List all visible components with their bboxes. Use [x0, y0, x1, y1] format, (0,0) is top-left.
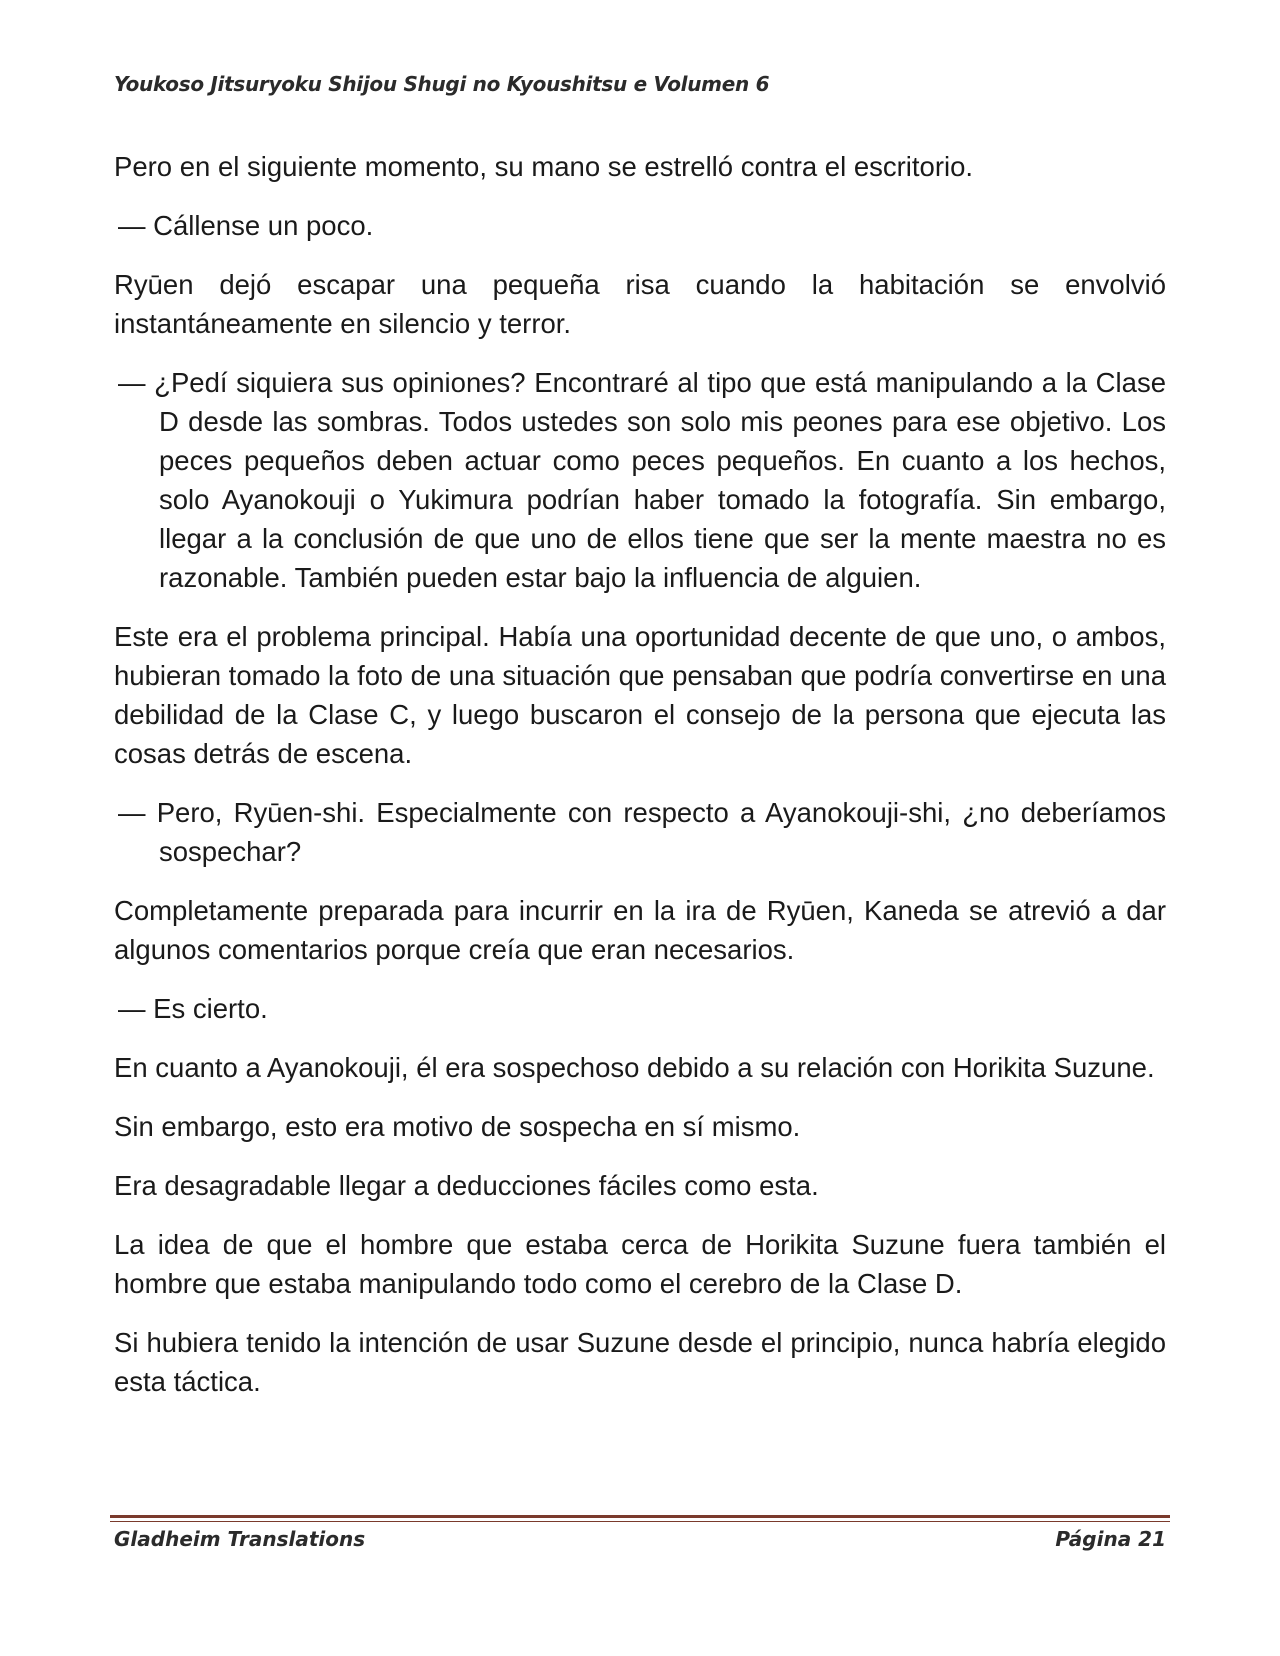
running-header-title: Youkoso Jitsuryoku Shijou Shugi no Kyoushitsu e Volumen 6	[114, 72, 770, 96]
dialogue-line: — Pero, Ryūen-shi. Especialmente con respecto a Ayanokouji-shi, ¿no deberíamos sospechar?	[118, 797, 1166, 867]
body-text	[114, 147, 1166, 1421]
paragraph: La idea de que el hombre que estaba cerca de Horikita Suzune fuera también el hombre que estaba manipulando todo como el cerebro de la Clase D.	[114, 1229, 1166, 1299]
dialogue-line: — ¿Pedí siquiera sus opiniones? Encontraré al tipo que está manipulando a la Clase D desde las sombras. Todos ustedes son solo mis peones para ese objetivo. Los peces pequeños deben actuar como peces pequeños. En cuanto a los hechos, solo Ayanokouji o Yukimura podrían haber tomado la fotografía. Sin embargo, llegar a la conclusión de que uno de ellos tiene que ser la mente maestra no es razonable. También pueden estar bajo la influencia de alguien.	[118, 367, 1166, 593]
paragraph: Completamente preparada para incurrir en la ira de Ryūen, Kaneda se atrevió a dar algunos comentarios porque creía que eran necesarios.	[114, 895, 1166, 965]
paragraph: Sin embargo, esto era motivo de sospecha en sí mismo.	[114, 1111, 801, 1142]
paragraph: Si hubiera tenido la intención de usar Suzune desde el principio, nunca habría elegido esta táctica.	[114, 1327, 1166, 1397]
footer-divider-thin	[110, 1521, 1170, 1522]
paragraph: Este era el problema principal. Había una oportunidad decente de que uno, o ambos, hubieran tomado la foto de una situación que pensaban que podría convertirse en una debilidad de la Clase C, y luego buscaron el consejo de la persona que ejecuta las cosas detrás de escena.	[114, 621, 1166, 769]
paragraph: Era desagradable llegar a deducciones fáciles como esta.	[114, 1170, 819, 1201]
paragraph: Pero en el siguiente momento, su mano se estrelló contra el escritorio.	[114, 151, 974, 182]
footer-divider	[110, 1515, 1170, 1518]
footer-publisher: Gladheim Translations	[114, 1527, 366, 1551]
paragraph: En cuanto a Ayanokouji, él era sospechoso debido a su relación con Horikita Suzune.	[114, 1052, 1155, 1083]
paragraph: Ryūen dejó escapar una pequeña risa cuando la habitación se envolvió instantáneamente en silencio y terror.	[114, 269, 1166, 339]
dialogue-line: — Cállense un poco.	[118, 210, 374, 241]
dialogue-line: — Es cierto.	[118, 993, 268, 1024]
footer-page-number: Página 21	[1055, 1527, 1166, 1551]
